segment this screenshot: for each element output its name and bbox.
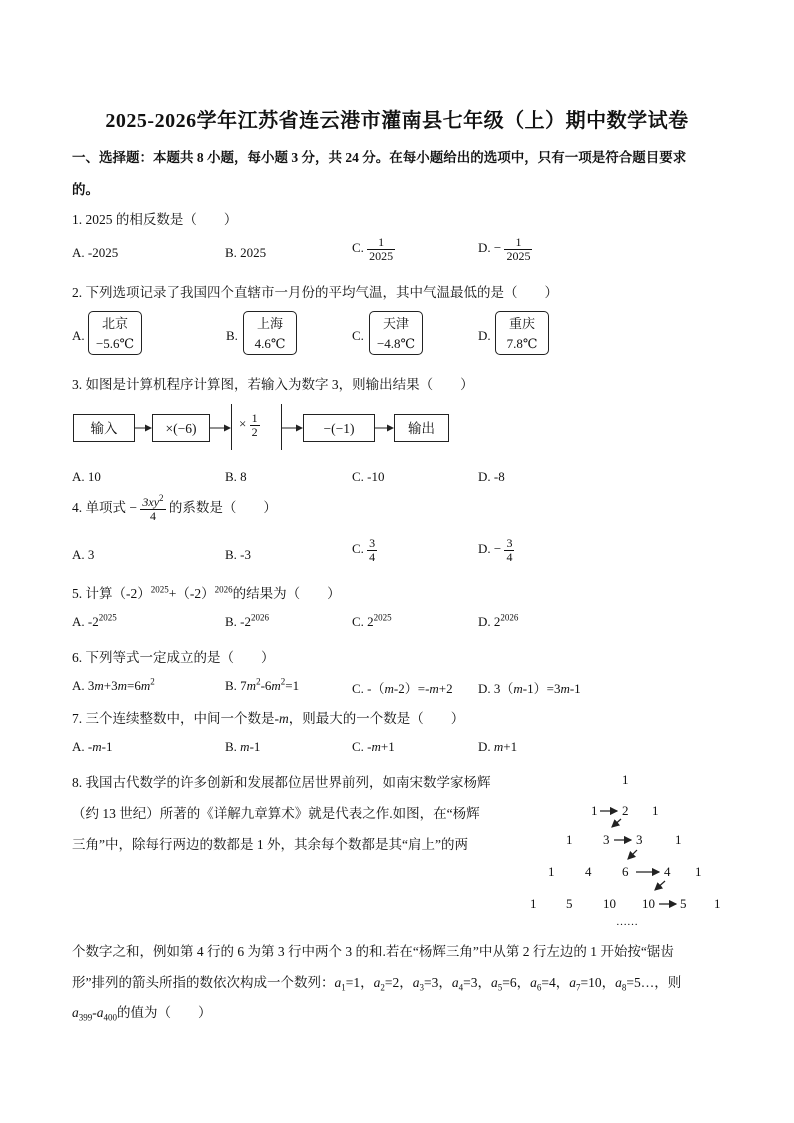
q6-c-post: +2 (438, 681, 453, 696)
q7-d-pre: D. (478, 739, 494, 754)
q3-option-a: A. 10 (72, 469, 101, 484)
q6-a-eq: =6 (127, 678, 141, 693)
q6-c-mid: -2）=- (393, 681, 430, 696)
q2-label-a: A. (72, 328, 85, 343)
q6-d-post: -1 (569, 681, 581, 696)
term-index: 3 (419, 982, 424, 993)
q3-option-b: B. 8 (225, 469, 247, 484)
term-var: a (615, 975, 622, 990)
q7-stem-post: ，则最大的一个数是（ ） (288, 711, 465, 726)
q6-c-m2: m (429, 681, 439, 696)
q6-b-sup2: 2 (280, 676, 286, 687)
tri-r5-c2: 5 (566, 896, 573, 911)
sequence-term (615, 975, 682, 993)
q7-option-b (225, 739, 260, 755)
q5-exp1: 2025 (150, 584, 169, 595)
q5-stem (72, 582, 341, 602)
q4-option-c (352, 537, 377, 563)
q5-stem-b: +（-2） (168, 586, 215, 601)
q5-option-d (478, 614, 518, 630)
term-index: 2 (380, 982, 385, 993)
q6-option-a (72, 678, 155, 694)
term-index: 6 (536, 982, 542, 993)
term-value: =1， (345, 975, 374, 990)
tri-r5-c6: 1 (714, 896, 721, 911)
q1-c-denominator: 2025 (369, 248, 394, 263)
tri-dots: …… (616, 916, 638, 928)
q4-option-d (478, 537, 514, 563)
q5-option-b (225, 614, 269, 630)
q7-a-pre: A. - (72, 739, 93, 754)
q7-b-pre: B. (225, 739, 241, 754)
q8-line5-pre: 形”排列的箭头所指的数依次构成一个数列： (72, 975, 335, 990)
tri-r2-c1: 1 (591, 803, 598, 818)
tri-arrow-2 (612, 819, 621, 827)
q6-b-mid: -6 (260, 678, 272, 693)
q7-b-post: -1 (249, 739, 261, 754)
q4-d-label: D. − (478, 541, 502, 557)
section-heading-line2: 的。 (72, 182, 99, 197)
triangle-arrows (0, 760, 794, 930)
tri-r4-c1: 1 (548, 864, 555, 879)
term-index: 7 (576, 982, 581, 993)
q8-line6-a: a (72, 1005, 79, 1020)
tri-r3-c3: 3 (636, 832, 643, 847)
tri-r1-c1: 1 (622, 772, 629, 787)
q4-c-fraction (367, 537, 377, 563)
q6-c-pre: C. -（ (352, 681, 385, 696)
page-title: 2025-2026学年江苏省连云港市灌南县七年级（上）期中数学试卷 (105, 110, 689, 132)
q5-exp2: 2026 (214, 584, 233, 595)
q3-stem: 3. 如图是计算机程序计算图，若输入为数字 3，则输出结果（ ） (72, 377, 474, 392)
term-var: a (373, 975, 381, 990)
q4-d-fraction (504, 537, 514, 563)
flow-box-output: 输出 (394, 414, 449, 442)
q6-d-mid: -1）=3 (522, 681, 561, 696)
q7-stem-m: m (279, 711, 289, 726)
q5-stem-c: 的结果为（ ） (232, 586, 341, 601)
q6-b-m2: m (271, 678, 281, 693)
q4-d-numerator: 3 (506, 536, 513, 550)
term-var: a (491, 975, 498, 990)
flow-box-subtract: −(−1) (303, 414, 375, 442)
term-value: =6， (502, 975, 531, 990)
q7-a-m: m (92, 739, 102, 754)
q6-b-pre: B. 7 (225, 678, 247, 693)
q5-c-exp: 2025 (373, 612, 392, 623)
q2-stem: 2. 下列选项记录了我国四个直辖市一月份的平均气温，其中气温最低的是（ ） (72, 285, 558, 300)
q5-c-base: C. 2 (352, 614, 374, 629)
sequence-term (530, 975, 570, 993)
q3-option-d: D. -8 (478, 469, 505, 484)
q7-c-post: +1 (380, 739, 395, 754)
q7-option-a (72, 739, 112, 755)
term-value: =3， (424, 975, 452, 990)
flow-box-input: 输入 (73, 414, 135, 442)
q7-a-post: -1 (101, 739, 113, 754)
q2-label-d: D. (478, 328, 491, 343)
q8-sequence (334, 975, 682, 993)
q6-option-d (478, 678, 581, 697)
q1-d-label: D. − (478, 240, 502, 256)
q8-line3: 三角”中，除每行两边的数都是 1 外，其余每个数都是其“肩上”的两 (72, 837, 468, 852)
flow-arrows (0, 0, 794, 470)
q4-numerator (140, 493, 165, 510)
q7-option-c (352, 739, 395, 755)
term-index: 5 (497, 982, 503, 993)
tri-r2-c2: 2 (622, 803, 629, 818)
q7-d-m: m (493, 739, 504, 754)
q8-line6-s2: 400 (103, 1012, 117, 1023)
q6-b-sup1: 2 (256, 676, 261, 687)
section-heading-line1: 一、选择题：本题共 8 小题，每小题 3 分，共 24 分。在每小题给出的选项中，只有一项是符合题目要求 (72, 150, 687, 165)
term-var: a (334, 975, 342, 990)
q8-line6-s1: 399 (78, 1012, 93, 1023)
tri-r5-c5: 5 (680, 896, 687, 911)
q8-line6-post: 的值为（ ） (117, 1005, 212, 1020)
term-index: 4 (458, 982, 464, 993)
q1-c-label: C. (352, 240, 364, 256)
q4-c-label: C. (352, 541, 364, 557)
q8-line4: 个数字之和，例如第 4 行的 6 为第 3 行中两个 3 的和.若在“杨辉三角”中从第 2 行左边的 1 开始按“锯齿 (72, 944, 674, 959)
q8-line2: （约 13 世纪）所著的《详解九章算术》就是代表之作.如图，在“杨辉 (72, 806, 480, 821)
q4-stem-post: 的系数是（ ） (168, 500, 277, 516)
tri-r4-c4: 4 (664, 864, 671, 879)
q7-d-post: +1 (503, 739, 518, 754)
q4-stem (72, 493, 277, 523)
q4-d-denominator: 4 (506, 549, 513, 564)
q4-fraction (140, 493, 165, 523)
q8-line5 (72, 971, 681, 991)
q5-b-exp: 2026 (251, 612, 269, 623)
q8-line6 (72, 1001, 212, 1021)
q1-option-b: B. 2025 (225, 245, 267, 260)
q2-label-b: B. (226, 328, 238, 343)
q4-c-numerator: 3 (369, 536, 376, 550)
q6-a-sup: 2 (150, 676, 155, 687)
sequence-term (373, 975, 413, 993)
tri-r4-c3: 6 (622, 864, 629, 879)
tri-r4-c5: 1 (695, 864, 702, 879)
term-var: a (412, 975, 420, 990)
tri-r3-c4: 1 (675, 832, 682, 847)
q5-d-base: D. 2 (478, 614, 501, 629)
sequence-term (491, 975, 531, 993)
flow-half-numerator: 1 (251, 411, 258, 425)
q7-stem (72, 707, 464, 727)
q4-num-text: 3xy (142, 495, 160, 509)
q7-stem-pre: 7. 三个连续整数中，中间一个数是- (72, 711, 279, 726)
sequence-term (334, 975, 374, 993)
city-name: 北京 (101, 316, 128, 331)
tri-r2-c3: 1 (652, 803, 659, 818)
q6-option-b (225, 678, 299, 694)
flow-half-denominator: 2 (251, 424, 258, 439)
term-index: 8 (621, 982, 627, 993)
term-value: =3， (463, 975, 491, 990)
city-name: 重庆 (508, 316, 535, 331)
flow-box-multiply: ×(−6) (152, 414, 210, 442)
q5-stem-a: 5. 计算（-2） (72, 586, 151, 601)
q5-a-exp: 2025 (98, 612, 117, 623)
city-name: 上海 (256, 316, 283, 331)
tri-r5-c3: 10 (603, 896, 616, 911)
q6-d-m1: m (513, 681, 523, 696)
q5-option-a (72, 614, 117, 630)
term-var: a (530, 975, 537, 990)
term-value: =4， (541, 975, 570, 990)
q5-a-base: A. -2 (72, 614, 99, 629)
term-value: =2， (384, 975, 413, 990)
term-var: a (569, 975, 576, 990)
q2-label-c: C. (352, 328, 364, 343)
q4-option-b: B. -3 (225, 547, 251, 562)
sequence-term (569, 975, 616, 993)
term-var: a (451, 975, 459, 990)
q1-c-numerator: 1 (367, 236, 395, 250)
q7-c-m: m (371, 739, 381, 754)
q8-line1: 8. 我国古代数学的许多创新和发展都位居世界前列，如南宋数学家杨辉 (72, 775, 491, 790)
tri-arrow-6 (655, 881, 665, 890)
q6-a-pre: A. 3 (72, 678, 95, 693)
q6-a-m3: m (140, 678, 151, 693)
city-temp: 4.6℃ (254, 336, 286, 351)
q3-option-c: C. -10 (352, 469, 385, 484)
q1-d-denominator: 2025 (506, 248, 531, 263)
q1-stem: 1. 2025 的相反数是（ ） (72, 212, 238, 227)
q4-c-denominator: 4 (369, 549, 376, 564)
tri-r5-c4: 10 (642, 896, 655, 911)
q1-option-a: A. -2025 (72, 245, 119, 260)
city-name: 天津 (382, 316, 409, 331)
q5-b-base: B. -2 (225, 614, 251, 629)
q5-d-exp: 2026 (500, 612, 519, 623)
city-temp: −5.6℃ (95, 336, 135, 351)
sequence-term (412, 975, 452, 993)
q8-line6-mid: -a (92, 1005, 104, 1020)
q6-a-m1: m (94, 678, 104, 693)
q5-option-c (352, 614, 392, 630)
q4-denominator: 4 (149, 508, 156, 523)
q4-option-a: A. 3 (72, 547, 95, 562)
q7-b-m: m (240, 739, 250, 754)
term-value: =5…，则 (626, 975, 682, 990)
term-value: =10， (580, 975, 616, 990)
city-temp: 7.8℃ (506, 336, 538, 351)
city-temp: −4.8℃ (376, 336, 416, 351)
tri-arrow-4 (628, 850, 637, 859)
q1-d-numerator: 1 (504, 236, 532, 250)
q4-num-sup: 2 (159, 493, 164, 503)
q6-a-m2: m (117, 678, 128, 693)
q4-stem-pre: 4. 单项式 − (72, 500, 137, 516)
tri-r5-c1: 1 (530, 896, 537, 911)
q6-c-m1: m (384, 681, 394, 696)
q7-option-d (478, 739, 517, 755)
q6-d-pre: D. 3（ (478, 681, 514, 696)
q7-c-pre: C. - (352, 739, 372, 754)
q6-d-m2: m (560, 681, 570, 696)
term-index: 1 (341, 982, 346, 993)
tri-r4-c2: 4 (585, 864, 592, 879)
q6-b-eq: =1 (285, 678, 300, 693)
q6-b-m1: m (246, 678, 257, 693)
q6-option-c (352, 678, 453, 697)
sequence-term (451, 975, 491, 993)
flow-times: × (239, 416, 247, 432)
q6-stem: 6. 下列等式一定成立的是（ ） (72, 650, 275, 665)
q6-a-mid: +3 (103, 678, 118, 693)
tri-r3-c1: 1 (566, 832, 573, 847)
tri-r3-c2: 3 (603, 832, 610, 847)
